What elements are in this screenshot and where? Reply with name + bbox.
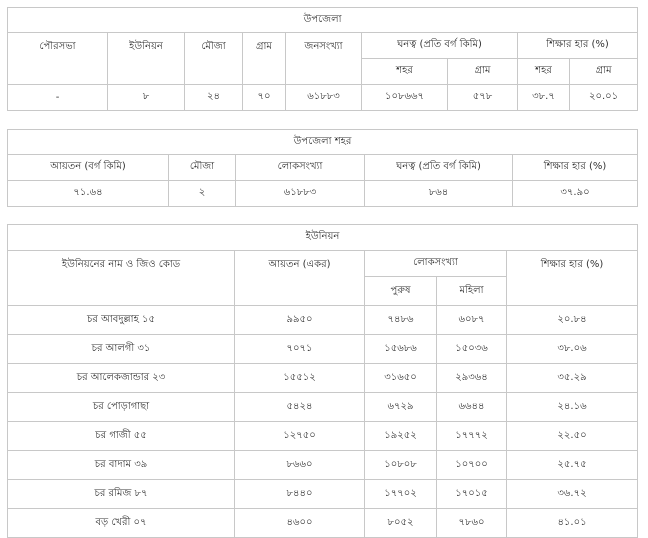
- union-literacy: ৩৮.০৬: [507, 335, 638, 364]
- table-row: [8, 451, 638, 480]
- cell-village: ৭০: [243, 85, 286, 111]
- upazila-town-title: উপজেলা শহর: [8, 130, 638, 155]
- union-name: চর পোড়াগাছা: [8, 393, 235, 422]
- table-row: [8, 509, 638, 538]
- table-row: [8, 393, 638, 422]
- header-density: ঘনত্ব (প্রতি বর্গ কিমি): [362, 33, 518, 59]
- union-male: ১৫৬৮৬: [365, 335, 437, 364]
- union-area: ৫৪২৪: [235, 393, 365, 422]
- union-female: ১৫০৩৬: [437, 335, 507, 364]
- union-literacy: ২৫.৭৫: [507, 451, 638, 480]
- town-header-density: ঘনত্ব (প্রতি বর্গ কিমি): [365, 155, 513, 181]
- union-area: ৪৬০০: [235, 509, 365, 538]
- union-name: চর আবদুল্লাহ ১৫: [8, 306, 235, 335]
- upazila-table: [7, 7, 638, 111]
- union-female: ১৭৭৭২: [437, 422, 507, 451]
- header-literacy-urban: শহর: [518, 59, 570, 85]
- union-male: ১০৮০৮: [365, 451, 437, 480]
- union-area: ৯৯৫০: [235, 306, 365, 335]
- union-area: ৮৬৬০: [235, 451, 365, 480]
- union-male: ১৯২৫২: [365, 422, 437, 451]
- table-row: [8, 335, 638, 364]
- union-name: বড় খেরী ০৭: [8, 509, 235, 538]
- union-area: ১৫৫১২: [235, 364, 365, 393]
- header-density-urban: শহর: [362, 59, 448, 85]
- header-density-rural: গ্রাম: [448, 59, 518, 85]
- header-union: ইউনিয়ন: [108, 33, 185, 85]
- union-name: চর বাদাম ৩৯: [8, 451, 235, 480]
- unions-header-name: ইউনিয়নের নাম ও জিও কোড: [8, 251, 235, 306]
- unions-header-literacy: শিক্ষার হার (%): [507, 251, 638, 306]
- union-male: ১৭৭০২: [365, 480, 437, 509]
- town-cell-population: ৬১৮৮৩: [236, 181, 365, 207]
- table-row: [8, 364, 638, 393]
- union-name: চর রমিজ ৮৭: [8, 480, 235, 509]
- header-population: জনসংখ্যা: [286, 33, 362, 85]
- cell-density-rural: ৫৭৮: [448, 85, 518, 111]
- unions-header-female: মহিলা: [437, 277, 507, 306]
- union-area: ৭০৭১: [235, 335, 365, 364]
- union-male: ৬৭২৯: [365, 393, 437, 422]
- union-literacy: ৩৫.২৯: [507, 364, 638, 393]
- union-female: ৬০৮৭: [437, 306, 507, 335]
- union-literacy: ২৪.১৬: [507, 393, 638, 422]
- upazila-title: উপজেলা: [8, 8, 638, 33]
- town-header-area: আয়তন (বর্গ কিমি): [8, 155, 169, 181]
- cell-literacy-urban: ৩৮.৭: [518, 85, 570, 111]
- town-cell-density: ৮৬৪: [365, 181, 513, 207]
- cell-pourashava: -: [8, 85, 108, 111]
- header-village: গ্রাম: [243, 33, 286, 85]
- town-header-mouza: মৌজা: [169, 155, 236, 181]
- header-mouza: মৌজা: [185, 33, 243, 85]
- union-literacy: ৩৬.৭২: [507, 480, 638, 509]
- union-literacy: ৪১.০১: [507, 509, 638, 538]
- union-female: ২৯৩৬৪: [437, 364, 507, 393]
- town-cell-literacy: ৩৭.৯০: [513, 181, 638, 207]
- cell-population: ৬১৮৮৩: [286, 85, 362, 111]
- union-female: ৬৬৪৪: [437, 393, 507, 422]
- header-literacy-rural: গ্রাম: [570, 59, 638, 85]
- town-header-literacy: শিক্ষার হার (%): [513, 155, 638, 181]
- cell-union: ৮: [108, 85, 185, 111]
- unions-table: [7, 224, 638, 538]
- union-literacy: ২০.৮৪: [507, 306, 638, 335]
- header-pourashava: পৌরসভা: [8, 33, 108, 85]
- upazila-town-table: [7, 129, 638, 207]
- table-row: [8, 422, 638, 451]
- union-female: ৭৮৬০: [437, 509, 507, 538]
- union-female: ১৭০১৫: [437, 480, 507, 509]
- union-literacy: ২২.৫০: [507, 422, 638, 451]
- union-male: ৮০৫২: [365, 509, 437, 538]
- cell-mouza: ২৪: [185, 85, 243, 111]
- union-female: ১০৭০০: [437, 451, 507, 480]
- union-male: ৭৪৮৬: [365, 306, 437, 335]
- town-cell-area: ৭১.৬৪: [8, 181, 169, 207]
- union-name: চর গাজী ৫৫: [8, 422, 235, 451]
- cell-literacy-rural: ২০.০১: [570, 85, 638, 111]
- union-name: চর আলেকজান্ডার ২৩: [8, 364, 235, 393]
- unions-header-population: লোকসংখ্যা: [365, 251, 507, 277]
- table-row: [8, 480, 638, 509]
- union-name: চর আলগী ৩১: [8, 335, 235, 364]
- table-row: [8, 306, 638, 335]
- cell-density-urban: ১০৮৬৬৭: [362, 85, 448, 111]
- union-male: ৩১৬৫০: [365, 364, 437, 393]
- unions-title: ইউনিয়ন: [8, 225, 638, 251]
- town-header-population: লোকসংখ্যা: [236, 155, 365, 181]
- union-area: ৮৪৪০: [235, 480, 365, 509]
- unions-header-male: পুরুষ: [365, 277, 437, 306]
- town-cell-mouza: ২: [169, 181, 236, 207]
- header-literacy: শিক্ষার হার (%): [518, 33, 638, 59]
- unions-header-area: আয়তন (একর): [235, 251, 365, 306]
- union-area: ১২৭৫০: [235, 422, 365, 451]
